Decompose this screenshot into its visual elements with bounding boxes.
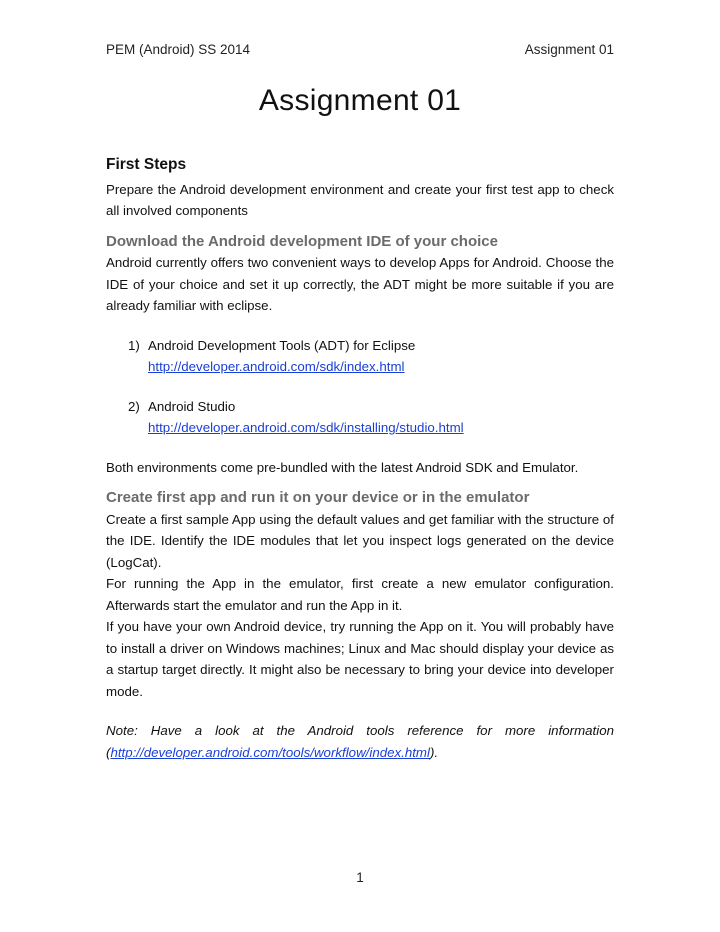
note-paragraph bbox=[106, 720, 614, 763]
page-number: 1 bbox=[356, 870, 364, 885]
list-number: 2) bbox=[128, 398, 140, 414]
ide-list bbox=[106, 335, 614, 439]
adt-download-link[interactable]: http://developer.android.com/sdk/index.html bbox=[148, 359, 405, 374]
create-app-paragraph-3: If you have your own Android device, try running the App on it. You will probably have to install a driver on Windows machines; Linux and Mac should display your device as a startup target directly. It might also be necessary to bring your device into developer mode. bbox=[106, 619, 614, 699]
note-suffix: ). bbox=[429, 744, 439, 760]
header-course: PEM (Android) SS 2014 bbox=[106, 42, 251, 57]
document-body bbox=[106, 154, 614, 763]
create-app-paragraph-1: Create a first sample App using the default values and get familiar with the structure of the IDE. Identify the IDE modules that let you inspect logs generated on the device (LogCat). bbox=[106, 511, 614, 570]
first-steps-text: Prepare the Android development environment and create your first test app to check all involved components bbox=[106, 181, 614, 218]
section-heading-download: Download the Android development IDE of your choice bbox=[106, 232, 498, 250]
header-assignment: Assignment 01 bbox=[524, 42, 614, 57]
tools-reference-link[interactable]: http://developer.android.com/tools/workflow/index.html bbox=[110, 744, 430, 760]
list-item-adt bbox=[106, 335, 614, 378]
document-title: Assignment 01 bbox=[258, 84, 462, 117]
section-heading-first-steps: First Steps bbox=[106, 156, 187, 173]
page-header bbox=[106, 42, 614, 57]
download-text: Android currently offers two convenient ways to develop Apps for Android. Choose the IDE of your choice and set it up correctly, the ADT might be more suitable if you are already familiar with eclipse. bbox=[106, 255, 614, 313]
section-heading-create-app: Create first app and run it on your device or in the emulator bbox=[106, 489, 530, 506]
environments-note: Both environments come pre-bundled with the latest Android SDK and Emulator. bbox=[106, 459, 579, 475]
list-item-label: Android Development Tools (ADT) for Eclipse bbox=[148, 337, 416, 353]
note-prefix: Note: Have a look at the Android tools reference for more information ( bbox=[106, 723, 614, 760]
list-item-label: Android Studio bbox=[148, 398, 236, 414]
list-number: 1) bbox=[128, 337, 140, 353]
studio-download-link[interactable]: http://developer.android.com/sdk/installing/studio.html bbox=[148, 420, 464, 435]
list-item-studio bbox=[106, 396, 614, 439]
create-app-paragraph-2: For running the App in the emulator, first create a new emulator configuration. Afterwards start the emulator and run the App in it. bbox=[106, 576, 614, 613]
